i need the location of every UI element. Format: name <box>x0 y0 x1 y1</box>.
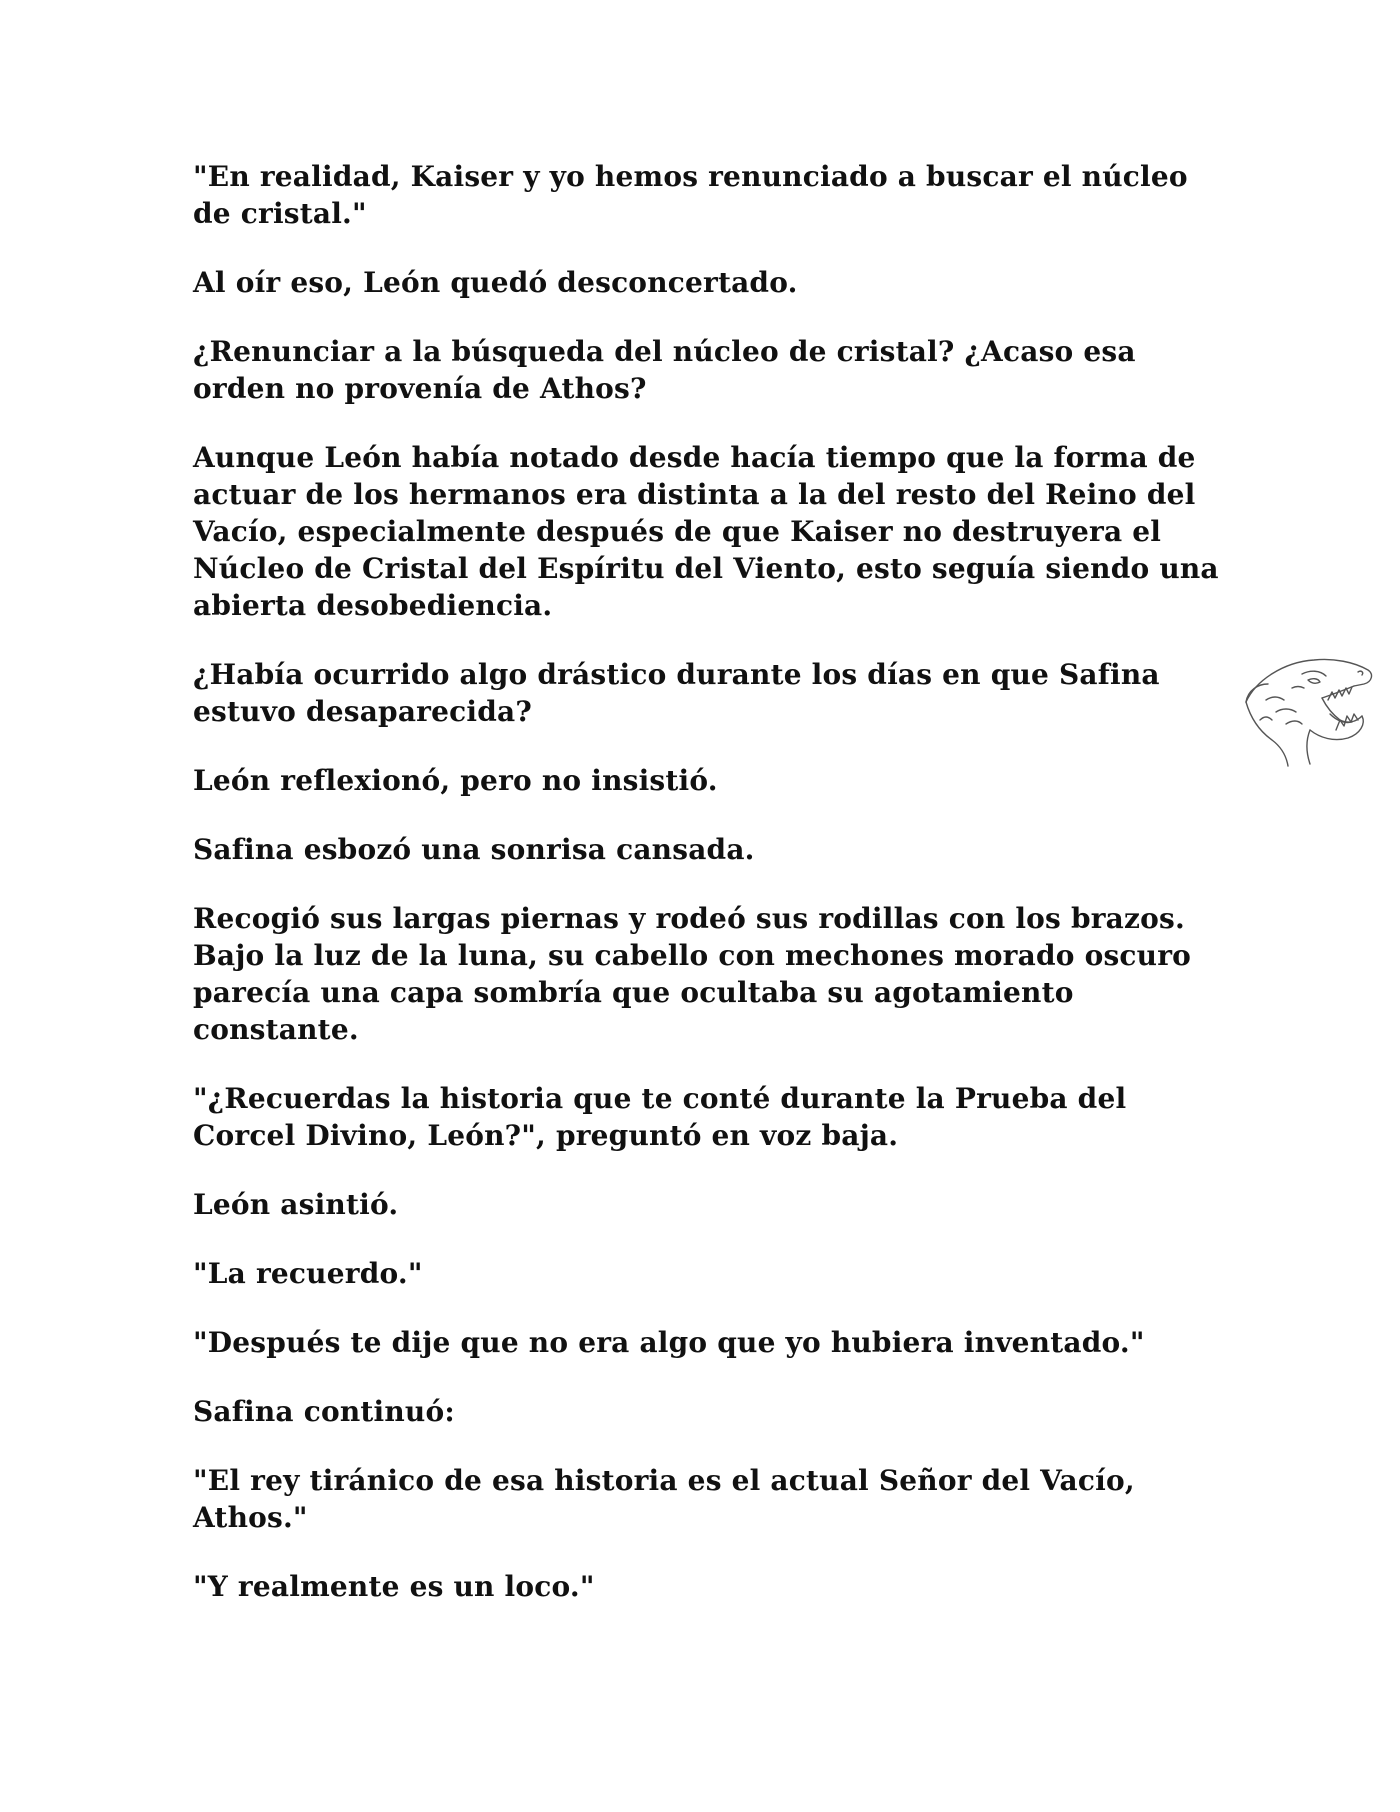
paragraph: Al oír eso, León quedó desconcertado. <box>193 266 798 299</box>
paragraph: "En realidad, Kaiser y yo hemos renunciado a buscar el núcleo de cristal." <box>193 160 1188 230</box>
paragraph: ¿Había ocurrido algo drástico durante los días en que Safina estuvo desaparecida? <box>193 658 1160 728</box>
paragraph: "La recuerdo." <box>193 1257 423 1290</box>
paragraph: "Después te dije que no era algo que yo hubiera inventado." <box>193 1326 1145 1359</box>
paragraph: Safina continuó: <box>193 1395 455 1428</box>
paragraph: ¿Renunciar a la búsqueda del núcleo de cristal? ¿Acaso esa orden no provenía de Athos? <box>193 335 1136 405</box>
dinosaur-head-sketch-icon <box>1236 640 1378 768</box>
paragraph: León reflexionó, pero no insistió. <box>193 764 718 797</box>
paragraph: Safina esbozó una sonrisa cansada. <box>193 833 755 866</box>
document-body <box>193 158 1233 1637</box>
paragraph: Recogió sus largas piernas y rodeó sus rodillas con los brazos. Bajo la luz de la luna, su cabello con mechones morado oscuro parecía una capa sombría que ocultaba su agotamiento constante. <box>193 902 1192 1046</box>
paragraph: León asintió. <box>193 1188 399 1221</box>
paragraph: "El rey tiránico de esa historia es el actual Señor del Vacío, Athos." <box>193 1464 1135 1534</box>
paragraph: "¿Recuerdas la historia que te conté durante la Prueba del Corcel Divino, León?", preguntó en voz baja. <box>193 1082 1127 1152</box>
paragraph: Aunque León había notado desde hacía tiempo que la forma de actuar de los hermanos era distinta a la del resto del Reino del Vacío, especialmente después de que Kaiser no destruyera el Núcleo de Cristal del Espíritu del Viento, esto seguía siendo una abierta desobediencia. <box>193 441 1219 622</box>
paragraph: "Y realmente es un loco." <box>193 1570 595 1603</box>
